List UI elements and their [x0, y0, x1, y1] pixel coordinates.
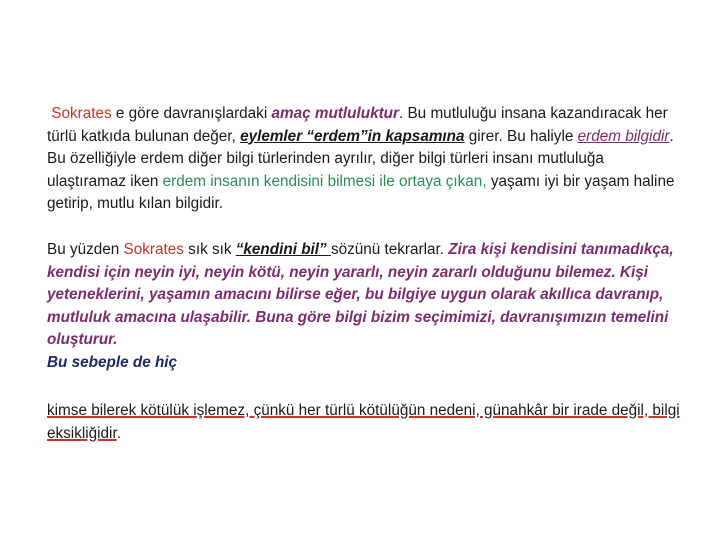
emphasis-erdem-bilgidir: erdem bilgidir	[577, 127, 670, 145]
text-segment: . Bu özelliğiyle erdem diğer bilgi türlerinden ayrılır, diğer bilgi türleri insanı mutluluğa ulaştıramaz iken	[47, 127, 674, 190]
emphasis-bu-sebeple: Bu sebeple de hiç	[47, 353, 178, 371]
text-segment: . Bu mutluluğu insana kazandıracak her türlü katkıda bulunan değer,	[47, 105, 668, 145]
sokrates-name: Sokrates	[123, 241, 184, 258]
text-segment: sözünü tekrarlar.	[330, 241, 449, 258]
paragraph-erdem	[47, 103, 687, 216]
text-segment: girer. Bu haliyle	[464, 127, 578, 145]
emphasis-amac: amaç mutluluktur	[271, 105, 399, 122]
text-segment: sık sık	[183, 241, 236, 258]
emphasis-zira: Zira kişi kendisini tanımadıkça, kendisi için neyin iyi, neyin kötü, neyin yararlı, neyin zararlı olduğunu bilemez. Kişi yeteneklerini, yaşamın amacını bilirse eğer, bu bilgiye uygun olarak akıllıca davranıp, mutluluk amacına ulaşabilir. Buna göre bilgi bizim seçimimizi, davranışımızın temelini oluşturur.	[47, 241, 674, 348]
text-segment: Bu yüzden	[47, 241, 124, 258]
text-segment: .	[116, 424, 121, 442]
text-segment: yaşamı iyi bir yaşam haline getirip, mutlu kılan bilgidir.	[47, 172, 675, 212]
emphasis-erdem-kendini-bilme: erdem insanın kendisini bilmesi ile ortaya çıkan,	[162, 172, 487, 190]
underlined-conclusion: kimse bilerek kötülük işlemez, çünkü her türlü kötülüğün nedeni, günahkâr bir irade değil, bilgi eksikliğidir	[47, 402, 680, 442]
paragraph-kotuluk	[47, 400, 687, 445]
text-segment: e göre davranışlardaki	[111, 105, 272, 122]
paragraph-kendini-bil	[47, 239, 687, 374]
quote-kendini-bil: “kendini bil”	[235, 241, 331, 258]
sokrates-name: Sokrates	[51, 105, 112, 122]
emphasis-eylemler: eylemler “erdem”in kapsamına	[240, 127, 465, 145]
